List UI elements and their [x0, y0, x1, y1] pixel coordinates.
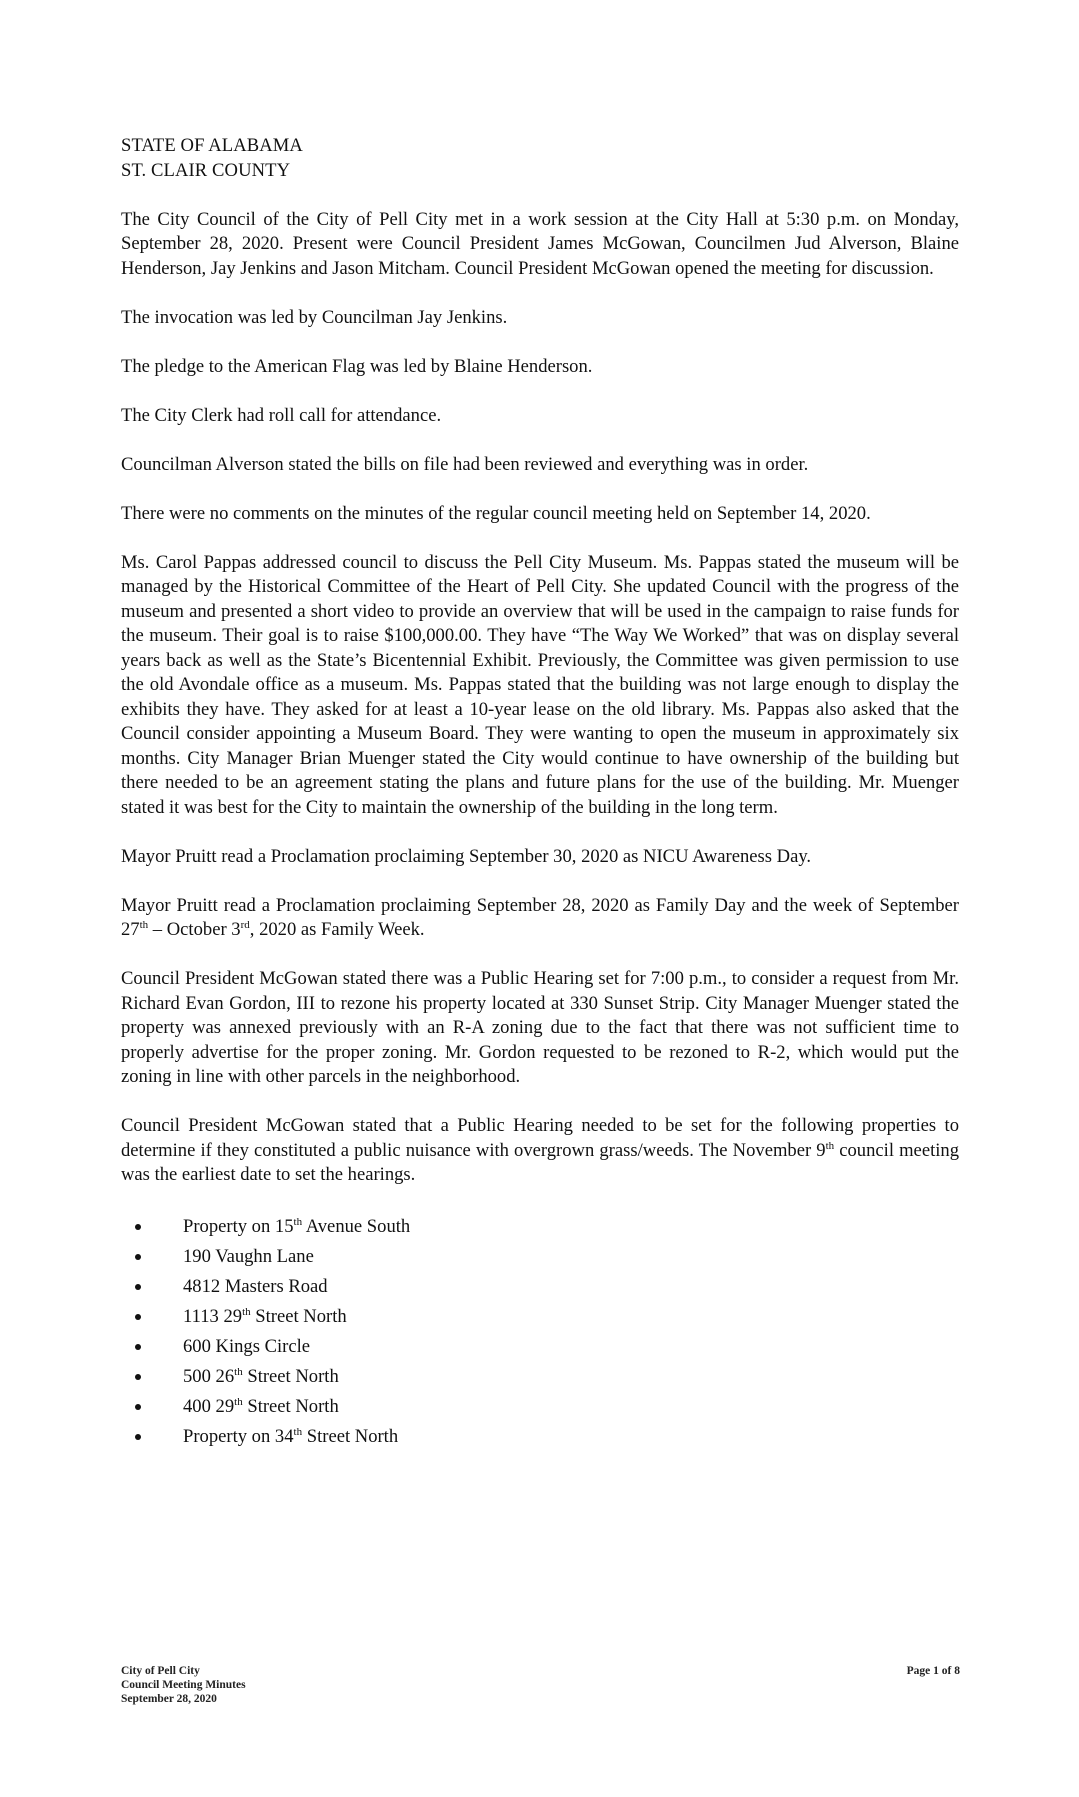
bullet-icon — [135, 1284, 141, 1290]
nuisance-text-b: council meeting was the earliest date to set the hearings. — [121, 1139, 959, 1185]
bullet-icon — [135, 1344, 141, 1350]
bullet-icon — [135, 1254, 141, 1260]
footer-city: City of Pell City — [121, 1665, 200, 1677]
footer-date: September 28, 2020 — [121, 1693, 217, 1705]
bullet-icon — [135, 1224, 141, 1230]
family-day-text-a: Mayor Pruitt read a Proclamation proclaiming September 28, 2020 as Family Day and the week of September 27 — [121, 894, 959, 940]
pledge-paragraph: The pledge to the American Flag was led by Blaine Henderson. — [121, 355, 593, 377]
bullet-icon — [135, 1404, 141, 1410]
bullet-icon — [135, 1374, 141, 1380]
property-list — [121, 1212, 959, 1452]
minutes-paragraph: There were no comments on the minutes of the regular council meeting held on September 14, 2020. — [121, 502, 871, 524]
list-item: Property on 15th Avenue South — [121, 1212, 959, 1242]
list-item: Property on 34th Street North — [121, 1422, 959, 1452]
invocation-paragraph: The invocation was led by Councilman Jay Jenkins. — [121, 306, 508, 328]
list-item: 600 Kings Circle — [121, 1332, 959, 1362]
bullet-icon — [135, 1314, 141, 1320]
family-day-sup-1: th — [139, 918, 149, 931]
list-item: 400 29th Street North — [121, 1392, 959, 1422]
family-day-text-b: – October 3 — [148, 919, 241, 940]
list-item: 500 26th Street North — [121, 1362, 959, 1392]
rezoning-paragraph: Council President McGowan stated there was a Public Hearing set for 7:00 p.m., to consider a request from Mr. Richard Evan Gordon, III to rezone his property located at 330 Sunset Strip. City Manager Muenger stated the property was annexed previously with an R-A zoning due to the fact that there was not sufficient time to properly advertise for the proper zoning. Mr. Gordon requested to be rezoned to R-2, which would put the zoning in line with other parcels in the neighborhood. — [121, 968, 959, 1087]
bullet-icon — [135, 1434, 141, 1440]
county-heading: ST. CLAIR COUNTY — [121, 159, 291, 181]
family-day-text-c: , 2020 as Family Week. — [249, 919, 425, 940]
nuisance-sup: th — [825, 1139, 835, 1152]
footer-title: Council Meeting Minutes — [121, 1679, 246, 1691]
list-item: 1113 29th Street North — [121, 1302, 959, 1332]
nicu-proclamation-paragraph: Mayor Pruitt read a Proclamation proclaiming September 30, 2020 as NICU Awareness Day. — [121, 845, 812, 867]
state-heading: STATE OF ALABAMA — [121, 135, 303, 156]
list-item: 4812 Masters Road — [121, 1272, 959, 1302]
museum-paragraph: Ms. Carol Pappas addressed council to discuss the Pell City Museum. Ms. Pappas stated the museum will be managed by the Historical Committee of the Heart of Pell City. She updated Council with the progress of the museum and presented a short video to provide an overview that will be used in the campaign to raise funds for the museum. Their goal is to raise $100,000.00. They have “The Way We Worked” that was on display several years back as well as the State’s Bicentennial Exhibit. Previously, the Committee was given permission to use the old Avondale office as a museum. Ms. Pappas stated that the building was not large enough to display the exhibits they have. They asked for at least a 10-year lease on the old library. Ms. Pappas also asked that the Council consider appointing a Museum Board. They were wanting to open the museum in approximately six months. City Manager Brian Muenger stated the City would continue to have ownership of the building but there needed to be an agreement stating the plans and future plans for the use of the building. Mr. Muenger stated it was best for the City to maintain the ownership of the building in the long term. — [121, 551, 959, 818]
family-day-sup-2: rd — [240, 918, 250, 931]
footer-document-info — [121, 1664, 246, 1706]
list-item: 190 Vaughn Lane — [121, 1242, 959, 1272]
nuisance-text-a: Council President McGowan stated that a Public Hearing needed to be set for the following properties to determine if they constituted a public nuisance with overgrown grass/weeds. The November 9 — [121, 1115, 959, 1161]
bills-paragraph: Councilman Alverson stated the bills on file had been reviewed and everything was in order. — [121, 453, 809, 475]
document-body — [121, 134, 959, 1452]
meeting-intro-paragraph: The City Council of the City of Pell City met in a work session at the City Hall at 5:30 p.m. on Monday, September 28, 2020. Present were Council President James McGowan, Councilmen Jud Alverson, Blaine Henderson, Jay Jenkins and Jason Mitcham. Council President McGowan opened the meeting for discussion. — [121, 208, 959, 279]
nuisance-hearing-paragraph — [121, 1114, 959, 1188]
roll-call-paragraph: The City Clerk had roll call for attendance. — [121, 404, 442, 426]
family-day-paragraph — [121, 894, 959, 943]
page-number: Page 1 of 8 — [906, 1665, 960, 1677]
